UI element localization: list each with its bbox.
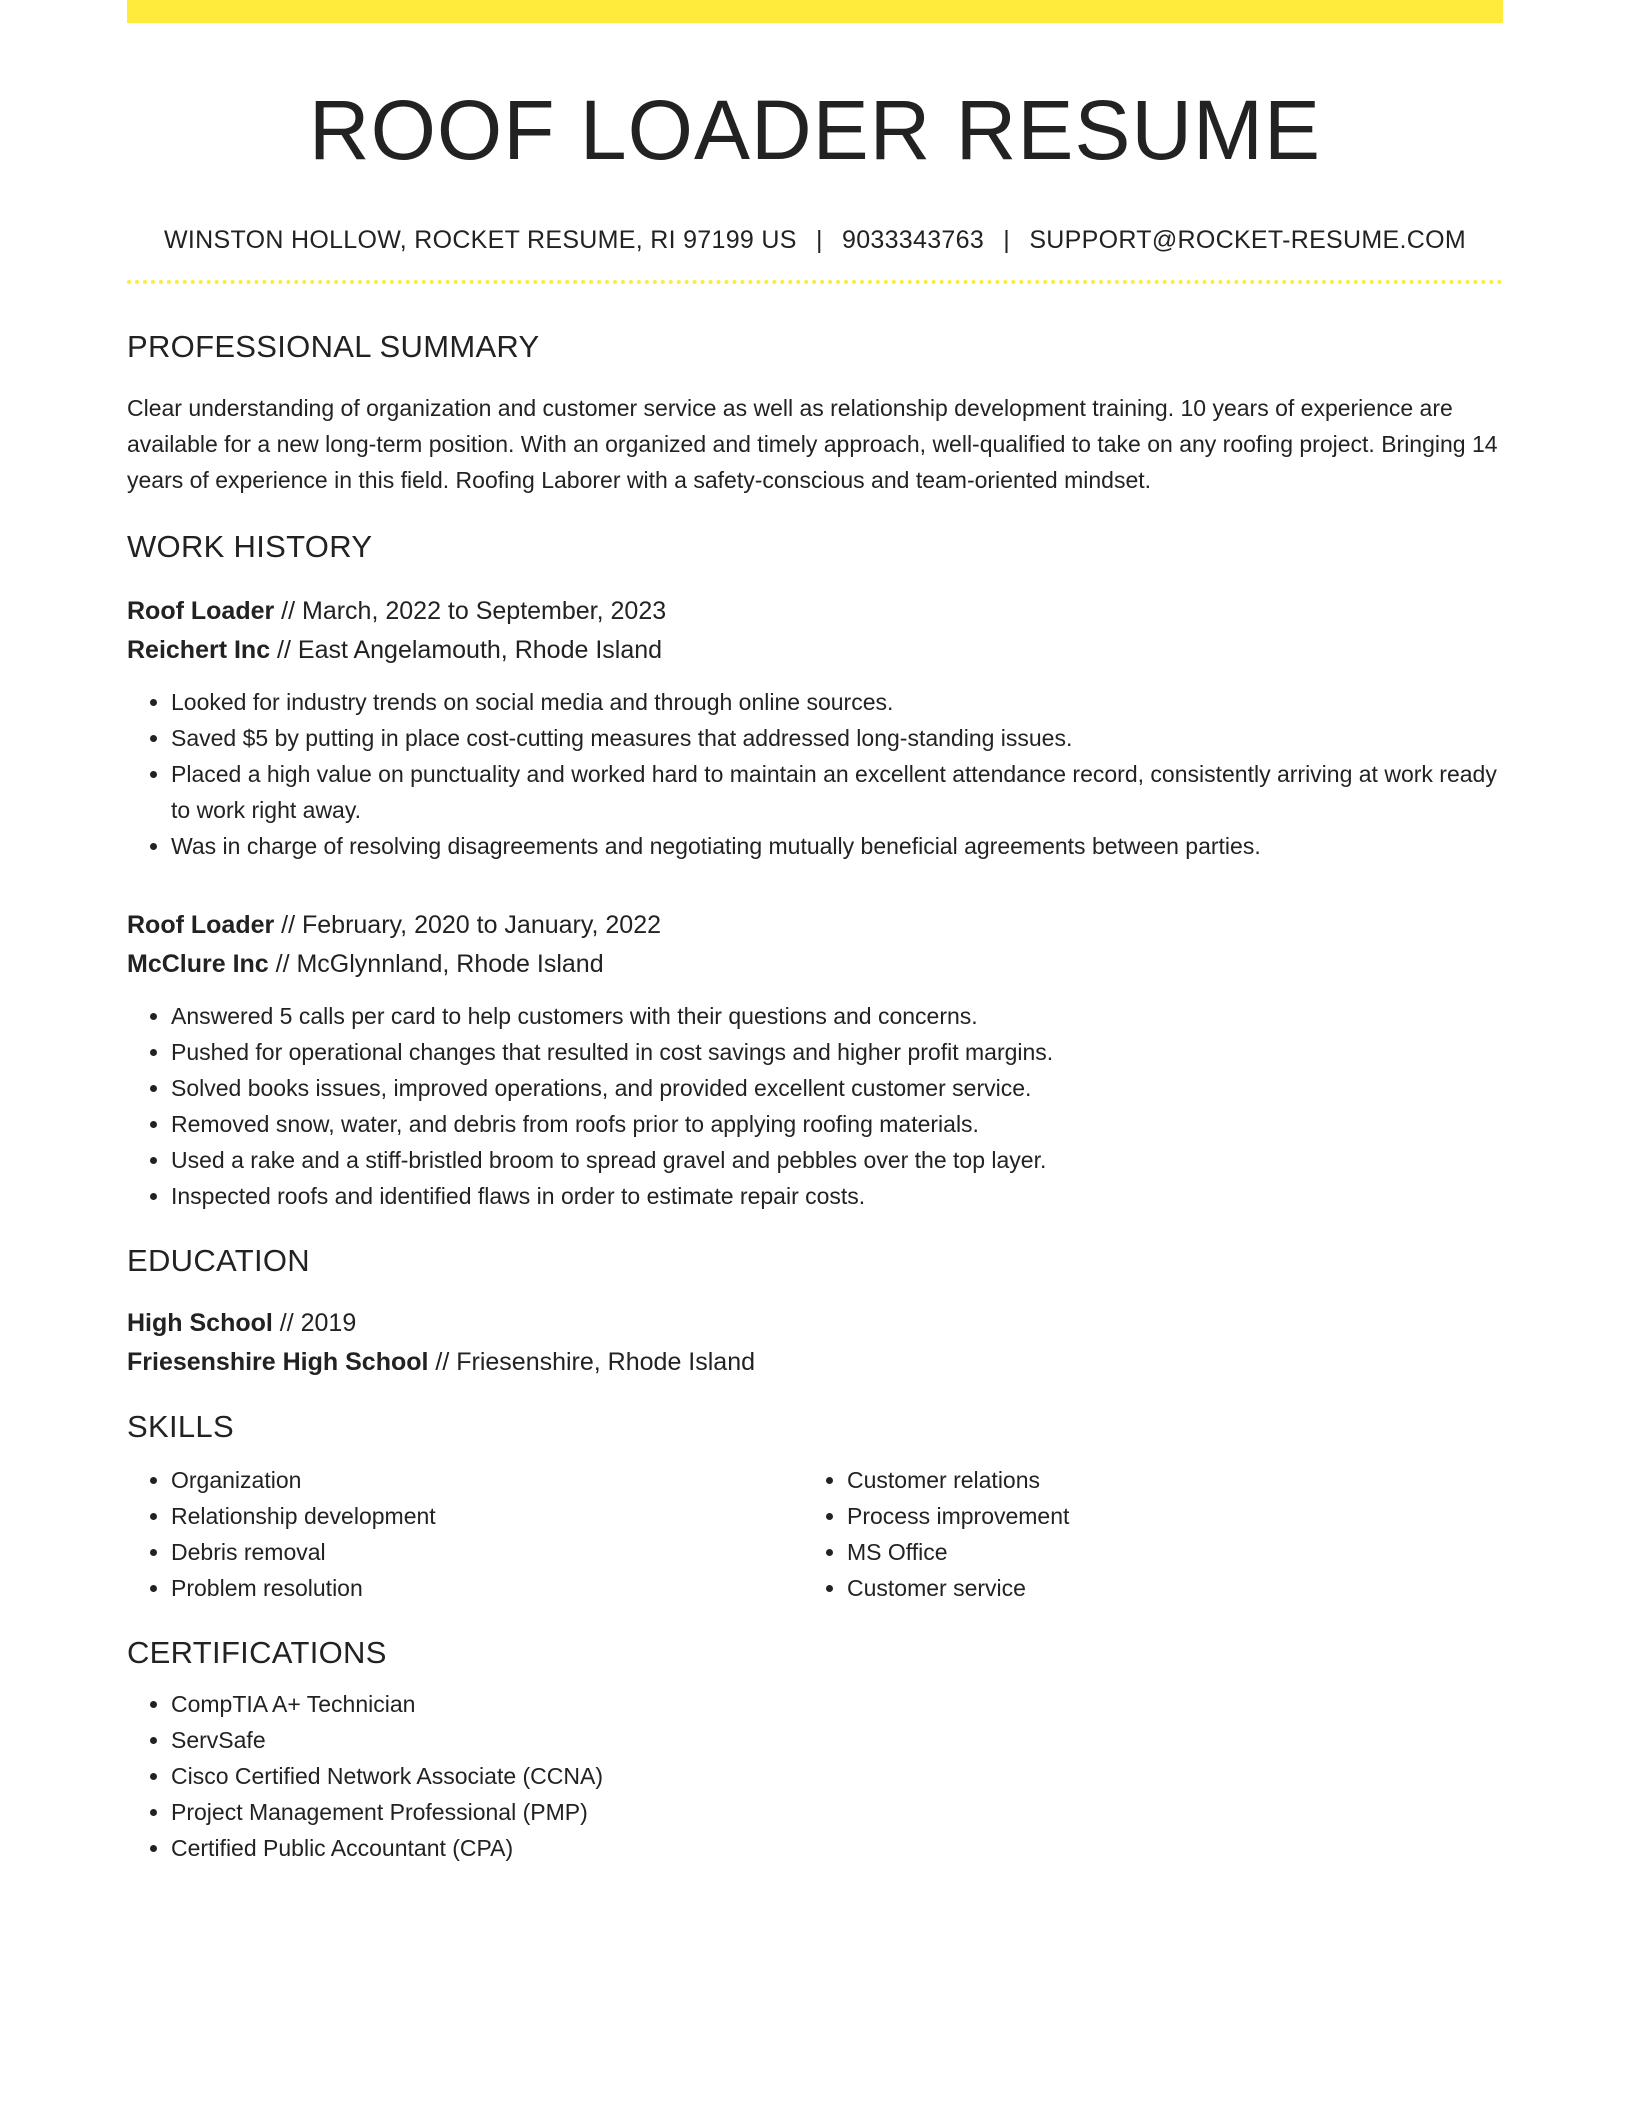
contact-line: [127, 224, 1503, 256]
section-heading-skills: SKILLS: [127, 1409, 234, 1444]
job-company-line: [127, 945, 1503, 984]
education-school: Friesenshire High School: [127, 1348, 429, 1376]
list-item: • Saved $5 by putting in place cost-cutting measures that addressed long-standing issues.: [171, 720, 1503, 756]
list-item: • Project Management Professional (PMP): [171, 1794, 1503, 1830]
section-heading-education: EDUCATION: [127, 1243, 310, 1278]
job-entry: [127, 906, 1503, 1214]
list-item: • Looked for industry trends on social media and through online sources.: [171, 684, 1503, 720]
list-item: • Debris removal: [171, 1534, 803, 1570]
list-item: • Cisco Certified Network Associate (CCNA): [171, 1758, 1503, 1794]
list-item: • Answered 5 calls per card to help customers with their questions and concerns.: [171, 998, 1503, 1034]
education-location: // Friesenshire, Rhode Island: [428, 1348, 756, 1376]
list-item: • Process improvement: [847, 1498, 1479, 1534]
certifications-list: [127, 1686, 1503, 1866]
job-bullets: [127, 684, 1503, 864]
list-item: • Certified Public Accountant (CPA): [171, 1830, 1503, 1866]
page-title: ROOF LOADER RESUME: [308, 83, 1322, 177]
list-item: • Relationship development: [171, 1498, 803, 1534]
list-item: • Removed snow, water, and debris from roofs prior to applying roofing materials.: [171, 1106, 1503, 1142]
list-item: • ServSafe: [171, 1722, 1503, 1758]
job-location: // McGlynnland, Rhode Island: [268, 950, 604, 978]
job-title: Roof Loader: [127, 911, 275, 939]
job-bullets: [127, 998, 1503, 1214]
list-item: • Solved books issues, improved operations, and provided excellent customer service.: [171, 1070, 1503, 1106]
job-title-line: [127, 906, 1503, 945]
skills-grid: [127, 1462, 1503, 1606]
section-heading-summary: PROFESSIONAL SUMMARY: [127, 329, 540, 364]
summary-text: Clear understanding of organization and customer service as well as relationship development training. 10 years of experience are available for a new long-term position. With an organized and timely approach, well-qualified to take on any roofing project. Bringing 14 years of experience in this field. Roofing Laborer with a safety-conscious and team-oriented mindset.: [127, 395, 1498, 493]
job-dates: // February, 2020 to January, 2022: [274, 911, 662, 939]
list-item: • Organization: [171, 1462, 803, 1498]
job-entry: [127, 592, 1503, 864]
job-title-line: [127, 592, 1503, 631]
list-item: • Pushed for operational changes that resulted in cost savings and higher profit margins.: [171, 1034, 1503, 1070]
education-year: // 2019: [272, 1309, 357, 1337]
education-entry: [127, 1304, 1503, 1382]
job-location: // East Angelamouth, Rhode Island: [270, 636, 663, 664]
list-item: • Customer relations: [847, 1462, 1479, 1498]
list-item: • Inspected roofs and identified flaws in order to estimate repair costs.: [171, 1178, 1503, 1214]
list-item: • CompTIA A+ Technician: [171, 1686, 1503, 1722]
contact-phone: 9033343763: [841, 226, 985, 254]
education-degree: High School: [127, 1309, 273, 1337]
list-item: • MS Office: [847, 1534, 1479, 1570]
skills-column-right: [803, 1462, 1479, 1606]
contact-address: WINSTON HOLLOW, ROCKET RESUME, RI 97199 US: [164, 226, 797, 254]
job-company: McClure Inc: [127, 950, 269, 978]
list-item: • Was in charge of resolving disagreements and negotiating mutually beneficial agreements between parties.: [171, 828, 1503, 864]
section-heading-work-history: WORK HISTORY: [127, 529, 373, 564]
list-item: • Placed a high value on punctuality and worked hard to maintain an excellent attendance record, consistently arriving at work ready to work right away.: [171, 756, 1503, 828]
contact-separator: |: [1003, 226, 1011, 254]
skills-column-left: [127, 1462, 803, 1606]
contact-separator: |: [815, 226, 823, 254]
job-company-line: [127, 631, 1503, 670]
job-dates: // March, 2022 to September, 2023: [274, 597, 667, 625]
job-title: Roof Loader: [127, 597, 275, 625]
contact-email: SUPPORT@ROCKET-RESUME.COM: [1029, 226, 1466, 254]
list-item: • Used a rake and a stiff-bristled broom to spread gravel and pebbles over the top layer.: [171, 1142, 1503, 1178]
education-degree-line: [127, 1304, 1503, 1343]
section-heading-certifications: CERTIFICATIONS: [127, 1635, 387, 1670]
dotted-divider: [127, 280, 1503, 284]
list-item: • Customer service: [847, 1570, 1479, 1606]
job-company: Reichert Inc: [127, 636, 271, 664]
list-item: • Problem resolution: [171, 1570, 803, 1606]
resume-content: [127, 0, 1503, 1866]
education-school-line: [127, 1343, 1503, 1382]
